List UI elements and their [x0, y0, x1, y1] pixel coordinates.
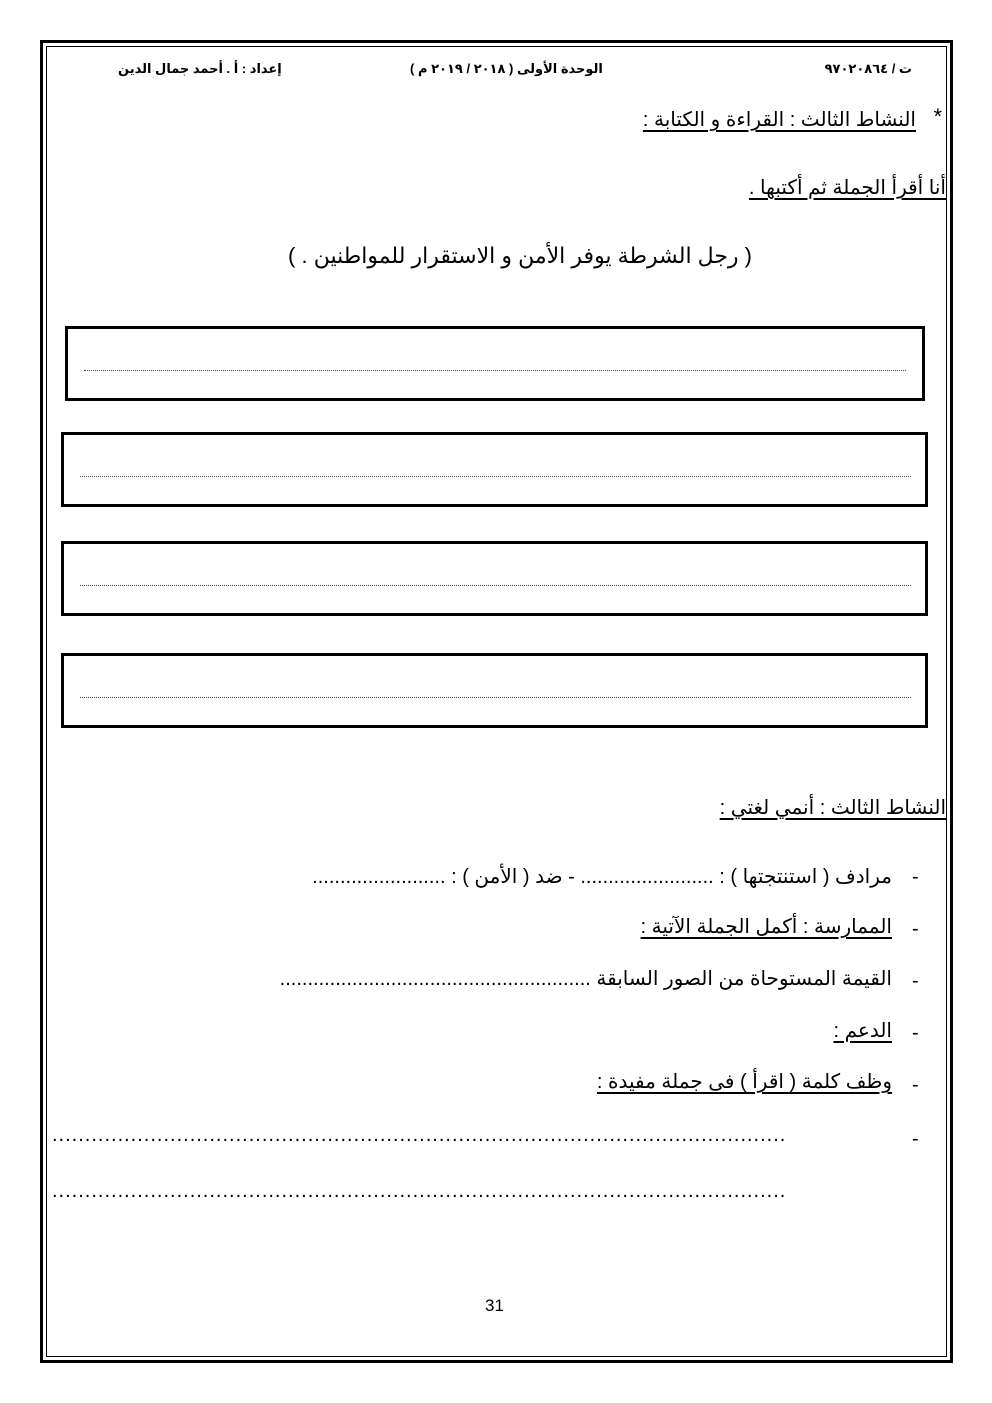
header-author: إعداد : أ . أحمد جمال الدين: [118, 61, 282, 76]
header-phone: ت / ٩٧٠٢٠٨٦٤: [824, 61, 912, 76]
bullet-dash: -: [912, 866, 919, 888]
writing-line-2: [80, 476, 911, 477]
writing-line-4: [80, 697, 911, 698]
writing-line-3: [80, 585, 911, 586]
star-bullet: *: [933, 104, 942, 129]
writing-box-1[interactable]: [65, 326, 925, 401]
reading-activity-title: النشاط الثالث : القراءة و الكتابة :: [642, 109, 916, 131]
reading-instruction: أنا أقرأ الجملة ثم أكتبها .: [748, 177, 946, 199]
bullet-dash: -: [912, 918, 919, 940]
page-number: 31: [485, 1296, 504, 1315]
model-sentence: ( رجل الشرطة يوفر الأمن و الاستقرار للمواطنين . ): [288, 243, 752, 268]
answer-dot-line-1[interactable]: ................................................................................................................: [52, 1124, 787, 1146]
practice-label: الممارسة : أكمل الجملة الآتية :: [640, 916, 892, 938]
writing-line-1: [84, 370, 906, 371]
writing-box-2[interactable]: [61, 432, 928, 507]
synonym-antonym-line: مرادف ( استنتجتها ) : ........................ - ضد ( الأمن ) : ........................: [312, 866, 892, 888]
use-word-label: وظف كلمة ( اقرأ ) فى جملة مفيدة :: [596, 1071, 892, 1093]
answer-dot-line-2[interactable]: ................................................................................................................: [52, 1180, 787, 1202]
bullet-dash: -: [912, 1128, 919, 1150]
language-activity-title: النشاط الثالث : أنمي لغتي :: [719, 797, 946, 819]
bullet-dash: -: [912, 1074, 919, 1096]
writing-box-3[interactable]: [61, 541, 928, 616]
bullet-dash: -: [912, 1022, 919, 1044]
support-label: الدعم :: [833, 1020, 892, 1042]
bullet-dash: -: [912, 970, 919, 992]
header-unit: الوحدة الأولى ( ٢٠١٨ / ٢٠١٩ م ): [410, 61, 603, 76]
writing-box-4[interactable]: [61, 653, 928, 728]
value-question: القيمة المستوحاة من الصور السابقة ........................................................: [279, 968, 892, 990]
